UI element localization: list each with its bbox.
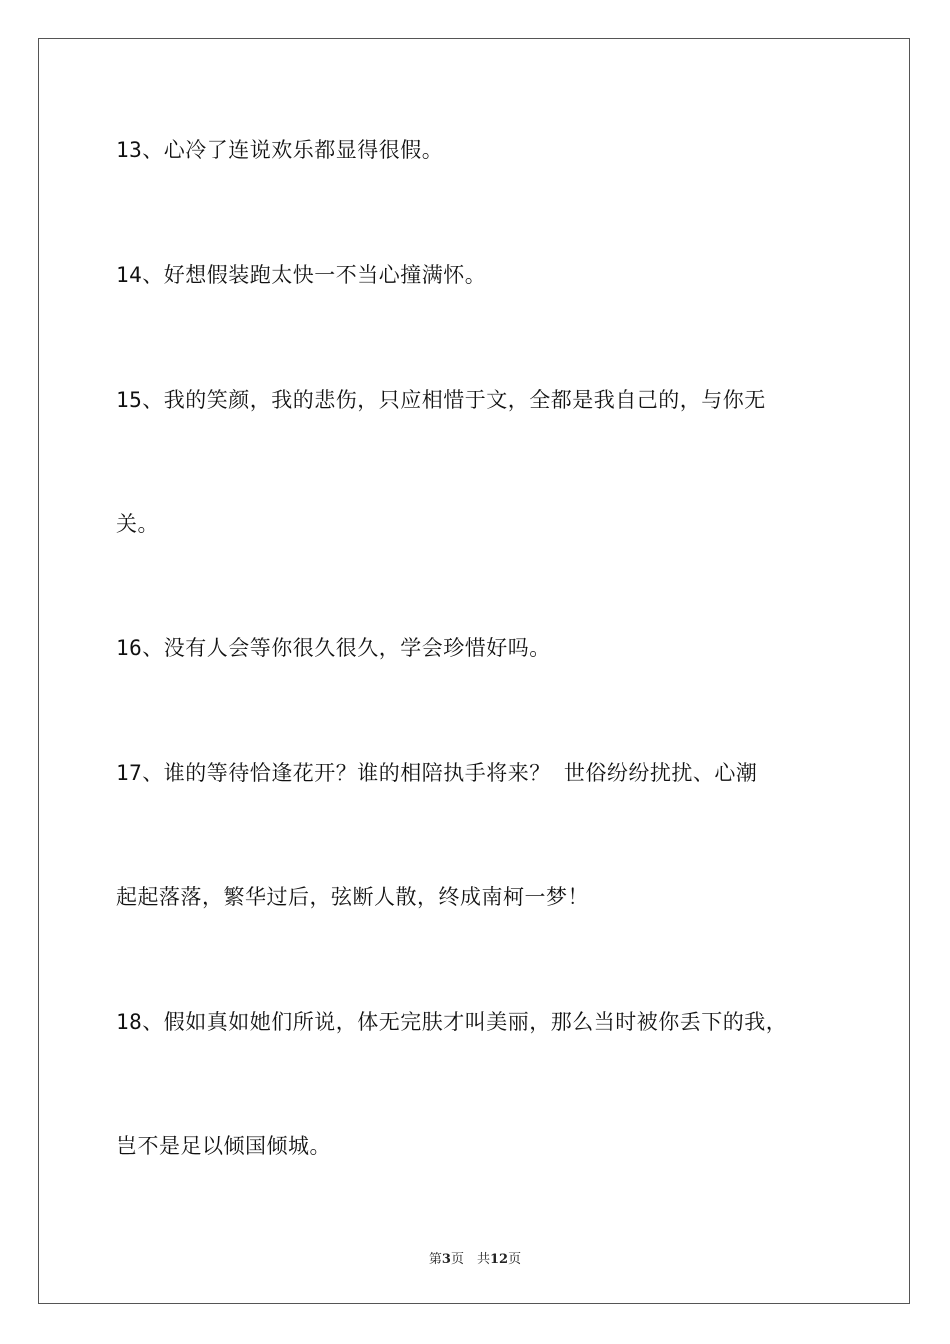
footer-total-pages: 12 xyxy=(489,1252,509,1267)
text-line: 起起落落，繁华过后，弦断人散，终成南柯一梦！ xyxy=(116,885,589,909)
footer-mid: 页 共 xyxy=(450,1252,490,1267)
text-line: 16、没有人会等你很久很久，学会珍惜好吗。 xyxy=(116,636,551,660)
page-footer xyxy=(0,1248,950,1267)
footer-prefix: 第 xyxy=(428,1252,442,1267)
text-line: 关。 xyxy=(116,512,159,536)
footer-page-number: 3 xyxy=(441,1252,451,1267)
text-line: 13、心冷了连说欢乐都显得很假。 xyxy=(116,138,444,162)
text-line: 14、好想假装跑太快一不当心撞满怀。 xyxy=(116,263,487,287)
text-line: 18、假如真如她们所说，体无完肤才叫美丽，那么当时被你丢下的我， xyxy=(116,1010,788,1034)
text-line: 17、谁的等待恰逢花开？谁的相陪执手将来？ 世俗纷纷扰扰、心潮 xyxy=(116,761,758,785)
text-line: 15、我的笑颜，我的悲伤，只应相惜于文，全都是我自己的，与你无 xyxy=(116,388,766,412)
text-line: 岂不是足以倾国倾城。 xyxy=(116,1134,331,1158)
page-frame xyxy=(38,38,910,1304)
footer-suffix: 页 xyxy=(508,1252,522,1267)
